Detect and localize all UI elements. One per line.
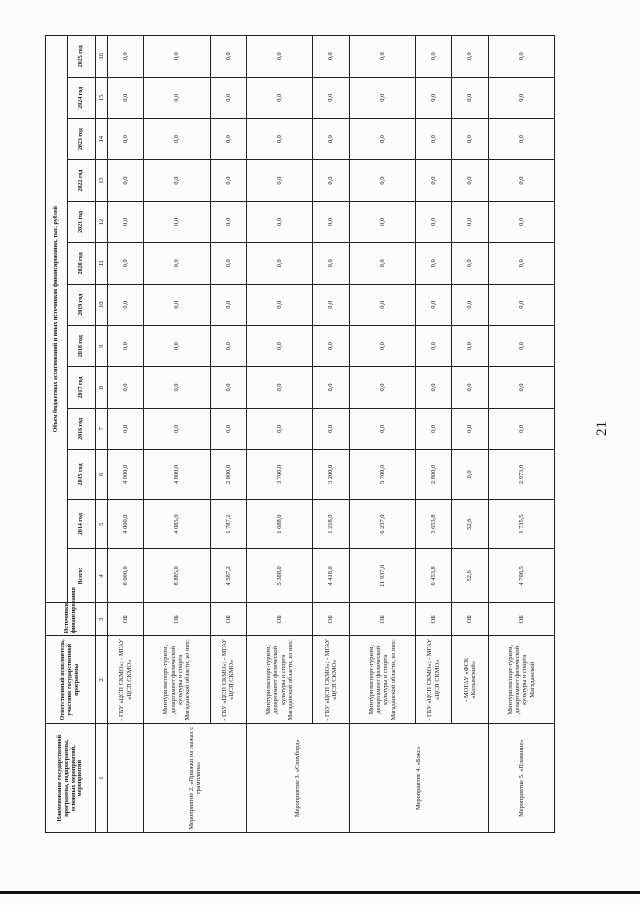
table-row — [210, 36, 246, 833]
column-number: 10 — [96, 284, 108, 325]
row-value: 0,0 — [488, 367, 554, 408]
row-executor: - МОГАУ «ФСК «Колымский» — [452, 636, 488, 724]
row-executor: - ГБУ «ЦСП СКМО»; - МГАУ «ЦСП СКМО» — [416, 636, 452, 724]
row-name: Мероприятие 5. «Плавание» — [488, 724, 554, 833]
row-value: 0,0 — [416, 243, 452, 284]
row-value: 5 700,0 — [349, 450, 415, 500]
column-number: 5 — [96, 499, 108, 549]
column-number: 4 — [96, 549, 108, 603]
row-executor: - ГБУ «ЦСП СКМО»; - МГАУ «ЦСП СКМО» — [210, 636, 246, 724]
row-value: 0,0 — [210, 201, 246, 242]
header-year: 2022 год — [68, 160, 96, 201]
row-value: 0,0 — [108, 367, 144, 408]
header-year: 2023 год — [68, 118, 96, 159]
row-value: 1 688,0 — [246, 499, 312, 549]
row-total: 8 000,0 — [108, 549, 144, 603]
row-value: 1 735,5 — [488, 499, 554, 549]
row-value: 0,0 — [313, 77, 349, 118]
row-value: 0,0 — [349, 243, 415, 284]
row-value: 0,0 — [246, 284, 312, 325]
table-row — [349, 36, 415, 833]
page-number: 21 — [594, 421, 610, 436]
row-value: 0,0 — [144, 243, 210, 284]
row-source: ОБ — [488, 603, 554, 636]
row-value: 0,0 — [108, 201, 144, 242]
column-number: 14 — [96, 118, 108, 159]
row-source: ОБ — [108, 603, 144, 636]
row-value: 0,0 — [313, 118, 349, 159]
column-number: 7 — [96, 408, 108, 449]
row-name: Мероприятие 2. «Прыжки на лыжах с трамплина» — [144, 724, 247, 833]
row-value: 0,0 — [313, 201, 349, 242]
row-value: 3 700,0 — [246, 450, 312, 500]
row-executor: - ГБУ «ЦСП СКМО»; - МГАУ «ЦСП СКМО» — [313, 636, 349, 724]
row-value: 0,0 — [452, 450, 488, 500]
row-value: 0,0 — [246, 325, 312, 366]
rotated-table-wrapper — [45, 35, 555, 833]
row-value: 0,0 — [108, 118, 144, 159]
row-total: 6 453,8 — [416, 549, 452, 603]
row-total: 8 885,0 — [144, 549, 210, 603]
row-name: Мероприятие 4. «Бокс» — [349, 724, 488, 833]
header-year: 2019 год — [68, 284, 96, 325]
row-value: 0,0 — [452, 408, 488, 449]
row-value: 2 973,0 — [488, 450, 554, 500]
row-value: 0,0 — [246, 367, 312, 408]
row-value: 0,0 — [416, 118, 452, 159]
row-value: 0,0 — [349, 325, 415, 366]
row-value: 4 000,0 — [108, 499, 144, 549]
row-total: 52,6 — [452, 549, 488, 603]
row-value: 2 800,0 — [210, 450, 246, 500]
row-value: 0,0 — [488, 36, 554, 78]
row-value: 0,0 — [108, 160, 144, 201]
row-value: 0,0 — [210, 325, 246, 366]
row-value: 0,0 — [144, 118, 210, 159]
row-value: 0,0 — [452, 77, 488, 118]
row-value: 0,0 — [144, 325, 210, 366]
row-value: 0,0 — [452, 243, 488, 284]
row-value: 0,0 — [246, 77, 312, 118]
row-value: 0,0 — [108, 284, 144, 325]
row-value: 0,0 — [416, 77, 452, 118]
row-value: 0,0 — [210, 284, 246, 325]
row-value: 0,0 — [246, 36, 312, 78]
row-value: 52,6 — [452, 499, 488, 549]
header-name: Наименование государственной программы, подпрограммы, основных мероприятий, мероприятий — [46, 724, 96, 833]
row-value: 4 000,0 — [108, 450, 144, 500]
row-value: 0,0 — [210, 408, 246, 449]
row-executor: - ГБУ «ЦСП СКМО»; - МГАУ «ЦСП СКМО» — [108, 636, 144, 724]
row-executor: Минтуризмспорт-туризм, департамент физической культуры и спорта Магаданской области, из них: — [144, 636, 210, 724]
row-value: 0,0 — [210, 243, 246, 284]
header-year: 2021 год — [68, 201, 96, 242]
row-value: 0,0 — [313, 284, 349, 325]
row-value: 4 800,0 — [144, 450, 210, 500]
row-value: 0,0 — [108, 408, 144, 449]
row-value: 0,0 — [144, 160, 210, 201]
row-value: 0,0 — [349, 36, 415, 78]
row-source: ОБ — [144, 603, 210, 636]
header-executor: Ответственный исполнитель, участник государственной программы — [46, 636, 96, 724]
column-number: 3 — [96, 603, 108, 636]
row-value: 0,0 — [452, 201, 488, 242]
row-source: ОБ — [210, 603, 246, 636]
row-value: 0,0 — [144, 284, 210, 325]
header-year: 2024 год — [68, 77, 96, 118]
table-row — [108, 36, 144, 833]
row-source: ОБ — [349, 603, 415, 636]
row-value: 0,0 — [349, 77, 415, 118]
row-value: 0,0 — [452, 36, 488, 78]
row-value: 0,0 — [416, 408, 452, 449]
row-name: Мероприятие 3. «Сноуборд» — [246, 724, 349, 833]
row-value: 0,0 — [313, 160, 349, 201]
row-total: 4 587,2 — [210, 549, 246, 603]
header-year: 2018 год — [68, 325, 96, 366]
row-value: 0,0 — [452, 118, 488, 159]
row-value: 0,0 — [210, 118, 246, 159]
row-value: 0,0 — [313, 325, 349, 366]
row-value: 3 653,8 — [416, 499, 452, 549]
row-value: 0,0 — [144, 36, 210, 78]
row-total: 4 708,5 — [488, 549, 554, 603]
header-year: 2025 год — [68, 36, 96, 78]
column-number: 11 — [96, 243, 108, 284]
column-number: 8 — [96, 367, 108, 408]
row-value: 0,0 — [349, 367, 415, 408]
row-value: 0,0 — [313, 408, 349, 449]
row-value: 0,0 — [108, 243, 144, 284]
row-value: 0,0 — [210, 77, 246, 118]
table-row — [246, 36, 312, 833]
table-row — [488, 36, 554, 833]
table-row — [452, 36, 488, 833]
row-value: 0,0 — [416, 367, 452, 408]
header-total: Всего: — [68, 549, 96, 603]
column-number: 9 — [96, 325, 108, 366]
row-source: ОБ — [313, 603, 349, 636]
row-value: 0,0 — [452, 284, 488, 325]
row-value: 0,0 — [108, 36, 144, 78]
row-source: ОБ — [246, 603, 312, 636]
row-source: ОБ — [416, 603, 452, 636]
row-value: 0,0 — [416, 325, 452, 366]
header-year: 2014 год — [68, 499, 96, 549]
row-total: 5 388,0 — [246, 549, 312, 603]
column-number: 16 — [96, 36, 108, 78]
header-source: Источники финансирования — [46, 603, 96, 636]
row-value: 0,0 — [349, 284, 415, 325]
row-value: 0,0 — [313, 367, 349, 408]
row-value: 0,0 — [416, 160, 452, 201]
row-value: 0,0 — [416, 36, 452, 78]
row-total: 11 937,0 — [349, 549, 415, 603]
row-value: 0,0 — [349, 408, 415, 449]
row-value: 6 237,0 — [349, 499, 415, 549]
row-value: 0,0 — [246, 118, 312, 159]
column-number: 15 — [96, 77, 108, 118]
header-year: 2017 год — [68, 367, 96, 408]
row-value: 0,0 — [313, 243, 349, 284]
row-value: 0,0 — [416, 201, 452, 242]
row-value: 0,0 — [488, 118, 554, 159]
column-number: 12 — [96, 201, 108, 242]
column-number: 6 — [96, 450, 108, 500]
table-row — [144, 36, 210, 833]
row-value: 0,0 — [452, 367, 488, 408]
row-value: 0,0 — [488, 201, 554, 242]
column-number: 2 — [96, 636, 108, 724]
row-value: 0,0 — [452, 160, 488, 201]
row-value: 0,0 — [349, 160, 415, 201]
row-value: 0,0 — [488, 77, 554, 118]
row-value: 0,0 — [488, 325, 554, 366]
row-total: 4 418,0 — [313, 549, 349, 603]
row-executor: Минтуризмспорт-туризм, департамент физической культуры и спорта Магаданской области, из них: — [246, 636, 312, 724]
row-value: 0,0 — [210, 367, 246, 408]
row-value: 0,0 — [349, 201, 415, 242]
row-value: 0,0 — [144, 408, 210, 449]
row-value: 1 787,2 — [210, 499, 246, 549]
row-value: 0,0 — [144, 77, 210, 118]
row-value: 0,0 — [488, 243, 554, 284]
row-value: 1 218,0 — [313, 499, 349, 549]
table-row — [416, 36, 452, 833]
row-value: 3 200,0 — [313, 450, 349, 500]
column-number: 1 — [96, 724, 108, 833]
row-value: 0,0 — [246, 408, 312, 449]
row-value: 0,0 — [108, 325, 144, 366]
row-value: 0,0 — [488, 284, 554, 325]
row-value: 0,0 — [452, 325, 488, 366]
row-executor: Минтуризмспорт-туризм, департамент физической культуры и спорта Магаданской — [488, 636, 554, 724]
row-value: 0,0 — [108, 77, 144, 118]
row-value: 0,0 — [488, 160, 554, 201]
row-value: 0,0 — [246, 160, 312, 201]
row-value: 0,0 — [144, 367, 210, 408]
row-value: 0,0 — [313, 36, 349, 78]
row-value: 4 085,0 — [144, 499, 210, 549]
row-name — [108, 724, 144, 833]
header-volume: Объем бюджетных ассигнований и иных источников финансирования, тыс. рублей — [46, 36, 68, 603]
row-value: 0,0 — [349, 118, 415, 159]
row-value: 0,0 — [210, 36, 246, 78]
header-year: 2020 год — [68, 243, 96, 284]
row-value: 0,0 — [246, 201, 312, 242]
header-year: 2016 год — [68, 408, 96, 449]
table-row — [313, 36, 349, 833]
row-value: 0,0 — [416, 284, 452, 325]
header-year: 2015 год — [68, 450, 96, 500]
bottom-rule — [0, 891, 640, 894]
row-value: 0,0 — [246, 243, 312, 284]
row-value: 0,0 — [210, 160, 246, 201]
column-number: 13 — [96, 160, 108, 201]
row-value: 0,0 — [488, 408, 554, 449]
row-source: ОБ — [452, 603, 488, 636]
row-value: 0,0 — [144, 201, 210, 242]
row-value: 2 800,0 — [416, 450, 452, 500]
financing-table — [45, 35, 555, 833]
row-executor: Минтуризмспорт-туризм, департамент физической культуры и спорта Магаданской области, из них: — [349, 636, 415, 724]
